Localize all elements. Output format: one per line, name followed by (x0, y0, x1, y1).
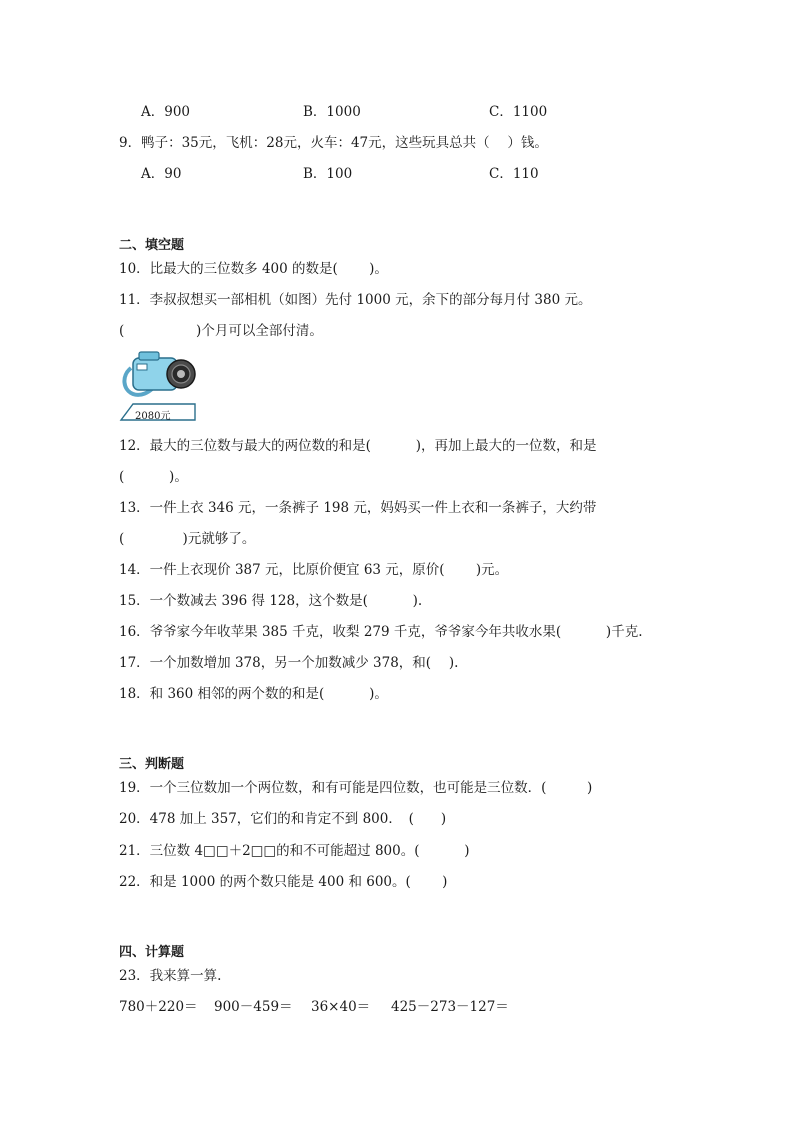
calc-expression-4: 425－273－127＝ (391, 999, 509, 1015)
q8-option-a: A．900 (141, 104, 191, 120)
question-12-blank: ( )。 (119, 469, 188, 485)
question-13-blank: ( )元就够了。 (119, 531, 256, 547)
camera-illustration (119, 350, 199, 422)
section-fill-title: 二、填空题 (119, 238, 185, 253)
q9-option-a: A．90 (141, 166, 182, 182)
question-23: 23．我来算一算. (119, 968, 222, 984)
question-18: 18．和 360 相邻的两个数的和是( )。 (119, 686, 388, 702)
question-9: 9．鸭子：35元，飞机：28元，火车：47元，这些玩具总共（ ）钱。 (119, 135, 548, 151)
question-16: 16．爷爷家今年收苹果 385 千克，收梨 279 千克，爷爷家今年共收水果( )千克. (119, 624, 643, 640)
calc-expression-2: 900－459＝ (214, 999, 293, 1015)
calc-expression-1: 780＋220＝ (119, 999, 198, 1015)
question-11: 11．李叔叔想买一部相机（如图）先付 1000 元，余下的部分每月付 380 元。 (119, 292, 592, 308)
question-21: 21．三位数 4□□＋2□□的和不可能超过 800。( ) (119, 843, 470, 859)
question-13: 13．一件上衣 346 元，一条裤子 198 元，妈妈买一件上衣和一条裤子，大约带 (119, 500, 597, 516)
section-calc-title: 四、计算题 (119, 945, 185, 960)
q9-option-b: B．100 (303, 166, 353, 182)
question-20: 20．478 加上 357，它们的和肯定不到 800． ( ) (119, 811, 447, 827)
question-22: 22．和是 1000 的两个数只能是 400 和 600。( ) (119, 874, 448, 890)
question-11-blank: ( )个月可以全部付清。 (119, 323, 323, 339)
question-19: 19．一个三位数加一个两位数，和有可能是四位数，也可能是三位数．( ) (119, 780, 593, 796)
section-judge-title: 三、判断题 (119, 757, 185, 772)
question-14: 14．一件上衣现价 387 元，比原价便宜 63 元，原价( )元。 (119, 562, 509, 578)
question-10: 10．比最大的三位数多 400 的数是( )。 (119, 261, 388, 277)
camera-price: 2080元 (135, 411, 171, 422)
calc-expression-3: 36×40＝ (311, 999, 371, 1015)
question-15: 15．一个数减去 396 得 128，这个数是( ). (119, 593, 423, 609)
q8-option-c: C．1100 (489, 104, 548, 120)
question-17: 17．一个加数增加 378，另一个加数减少 378，和( ). (119, 655, 459, 671)
question-12: 12．最大的三位数与最大的两位数的和是( )，再加上最大的一位数，和是 (119, 438, 597, 454)
q9-option-c: C．110 (489, 166, 539, 182)
q8-option-b: B．1000 (303, 104, 361, 120)
